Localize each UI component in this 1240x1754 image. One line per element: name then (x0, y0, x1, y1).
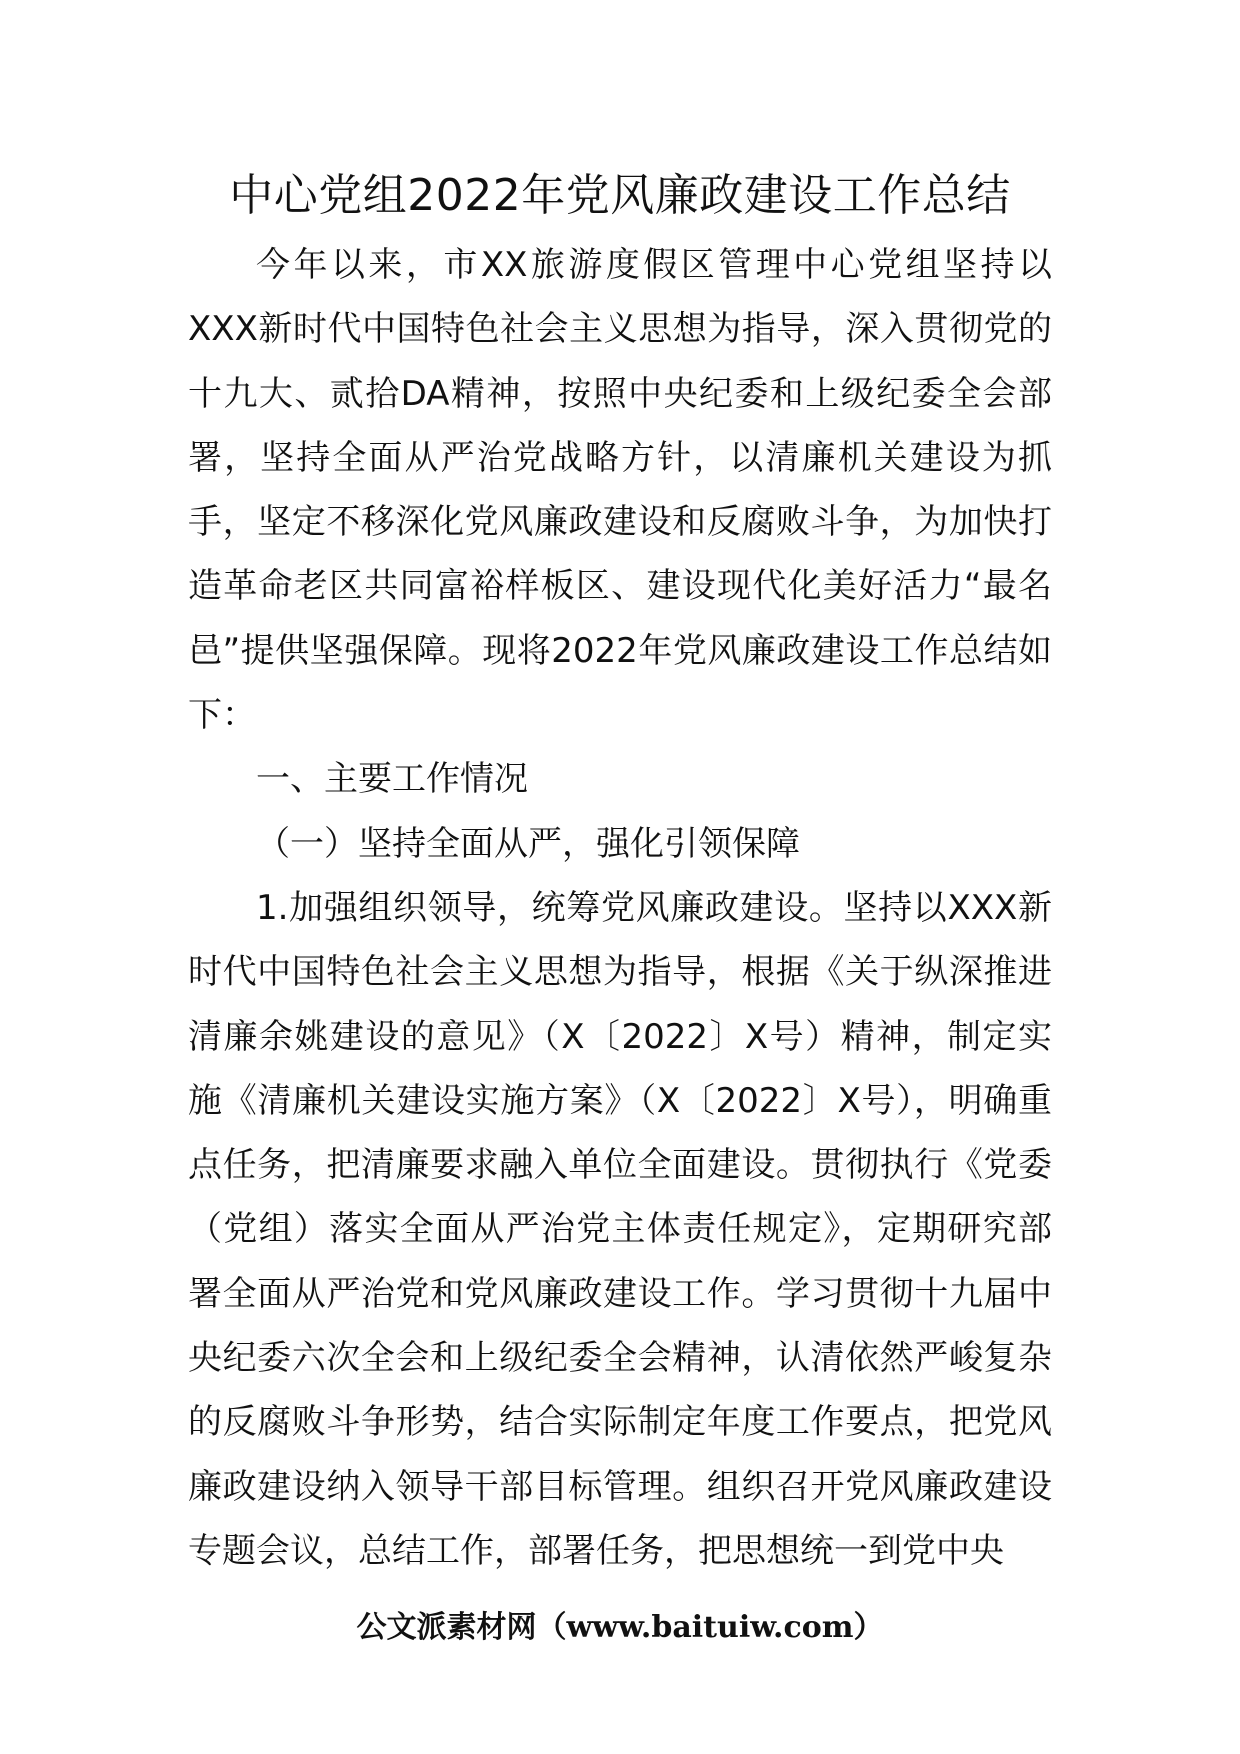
subsection-heading: （一）坚持全面从严，强化引领保障 (256, 823, 800, 864)
document-body (188, 233, 1052, 1583)
section-heading: 一、主要工作情况 (256, 759, 528, 800)
document-title: 中心党组2022年党风廉政建设工作总结 (229, 170, 1011, 221)
intro-paragraph: 今年以来，市XX旅游度假区管理中心党组坚持以XXX新时代中国特色社会主义思想为指导，深入贯彻党的十九大、贰拾DA精神，按照中央纪委和上级纪委全会部署，坚持全面从严治党战略方针，以清廉机关建设为抓手，坚定不移深化党风廉政建设和反腐败斗争，为加快打造革命老区共同富裕样板区、建设现代化美好活力“最名邑”提供坚强保障。现将2022年党风廉政建设工作总结如下： (188, 245, 1052, 736)
body-paragraph: 1.加强组织领导，统筹党风廉政建设。坚持以XXX新时代中国特色社会主义思想为指导，根据《关于纵深推进清廉余姚建设的意见》（X〔2022〕X号）精神，制定实施《清廉机关建设实施方案》（X〔2022〕X号），明确重点任务，把清廉要求融入单位全面建设。贯彻执行《党委（党组）落实全面从严治党主体责任规定》，定期研究部署全面从严治党和党风廉政建设工作。学习贯彻十九届中央纪委六次全会和上级纪委全会精神，认清依然严峻复杂的反腐败斗争形势，结合实际制定年度工作要点，把党风廉政建设纳入领导干部目标管理。组织召开党风廉政建设专题会议，总结工作，部署任务，把思想统一到党中央 (188, 887, 1052, 1571)
footer-watermark: 公文派素材网（www.baituiw.com） (356, 1610, 884, 1645)
